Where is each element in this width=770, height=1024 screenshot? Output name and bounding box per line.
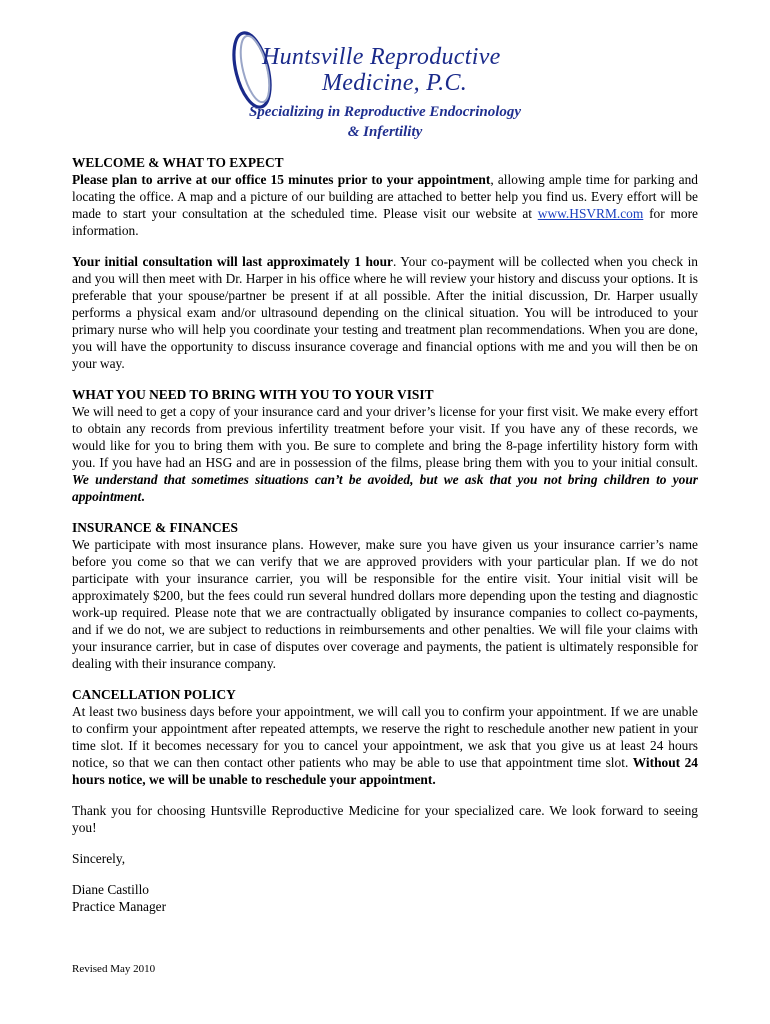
welcome-p1-text: , allowing ample time for parking and locating the office. A map and a picture of our building are attached to better help you find us. Every effort will be made to start your consultation at the scheduled time. Please visit our website at (72, 172, 698, 221)
insurance-heading: INSURANCE & FINANCES (72, 520, 238, 535)
cancellation-warning: Without 24 hours notice, we will be unable to reschedule your appointment. (72, 755, 698, 787)
bring-paragraph (72, 403, 698, 505)
tagline-line2: & Infertility (347, 124, 423, 140)
welcome-heading: WELCOME & WHAT TO EXPECT (72, 155, 284, 170)
signer-name: Diane Castillo (72, 882, 149, 897)
tagline-line1: Specializing in Reproductive Endocrinology (248, 104, 522, 120)
welcome-p1-end: for more information. (72, 206, 698, 238)
signer-title: Practice Manager (72, 899, 167, 914)
letter-body (72, 154, 698, 915)
insurance-paragraph: We participate with most insurance plans. However, make sure you have given us your insurance carrier’s name before you come so that we can verify that we are approved providers with your particular plan. If we do not participate with your insurance carrier, you will be responsible for the entire visit. Your initial visit will be approximately $200, but the fees could run several hundred dollars more depending upon the testing and diagnostic work-up required. Please note that we are contractually obligated by insurance companies to collect co-payments, and if we do not, we are subject to reductions in reimbursements and other penalties. We will file your claims with your insurance carrier, but in case of disputes over coverage and payments, the patient is ultimately responsible for dealing with their insurance company. (72, 537, 698, 671)
welcome-paragraph-1 (72, 171, 698, 239)
practice-name-line1: Huntsville Reproductive (262, 44, 501, 70)
cancellation-text: At least two business days before your appointment, we will call you to confirm your appointment. If we are unable to confirm your appointment after repeated attempts, we reserve the right to reschedule another new patient in your time slot. If it becomes necessary for you to cancel your appointment, we ask that you give us at least 24 hours notice, so that we can then contact other patients who may be able to use that appointment time slot. (72, 704, 698, 770)
salutation: Sincerely, (72, 851, 126, 866)
welcome-p2-text: . Your co-payment will be collected when you check in and you will then meet with Dr. Harper in his office where he will review your history and discuss your options. It is preferable that your spouse/partner be present if at all possible. After the initial discussion, Dr. Harper usually performs a physical exam and/or ultrasound depending on the clinical situation. You will be introduced to your primary nurse who will help you coordinate your testing and treatment plan recommendations. When you are done, you will have the opportunity to discuss insurance coverage and financial options with me and you will then be on your way. (72, 254, 698, 371)
bring-end: . (141, 489, 145, 504)
revision-note: Revised May 2010 (72, 963, 156, 975)
welcome-paragraph-2 (72, 253, 698, 372)
cancellation-paragraph (72, 703, 698, 788)
no-children-notice: We understand that sometimes situations can’t be avoided, but we ask that you not bring children to your appointment (72, 472, 698, 504)
practice-name-line2: Medicine, P.C. (322, 70, 468, 96)
cancellation-heading: CANCELLATION POLICY (72, 687, 236, 702)
website-link[interactable]: www.HSVRM.com (537, 206, 644, 221)
consultation-duration: Your initial consultation will last approximately 1 hour (72, 254, 393, 269)
thank-you-paragraph: Thank you for choosing Huntsville Reproductive Medicine for your specialized care. We look forward to seeing you! (72, 803, 698, 835)
arrival-instruction: Please plan to arrive at our office 15 minutes prior to your appointment (72, 172, 491, 187)
bring-heading: WHAT YOU NEED TO BRING WITH YOU TO YOUR VISIT (72, 387, 434, 402)
bring-text: We will need to get a copy of your insurance card and your driver’s license for your first visit. We make every effort to obtain any records from previous infertility treatment before your visit. If you have any of these records, we would like for you to bring them with you. Be sure to complete and bring the 8-page infertility history form with you. If you have had an HSG and are in possession of the films, please bring them with you to your initial consult. (72, 404, 698, 470)
